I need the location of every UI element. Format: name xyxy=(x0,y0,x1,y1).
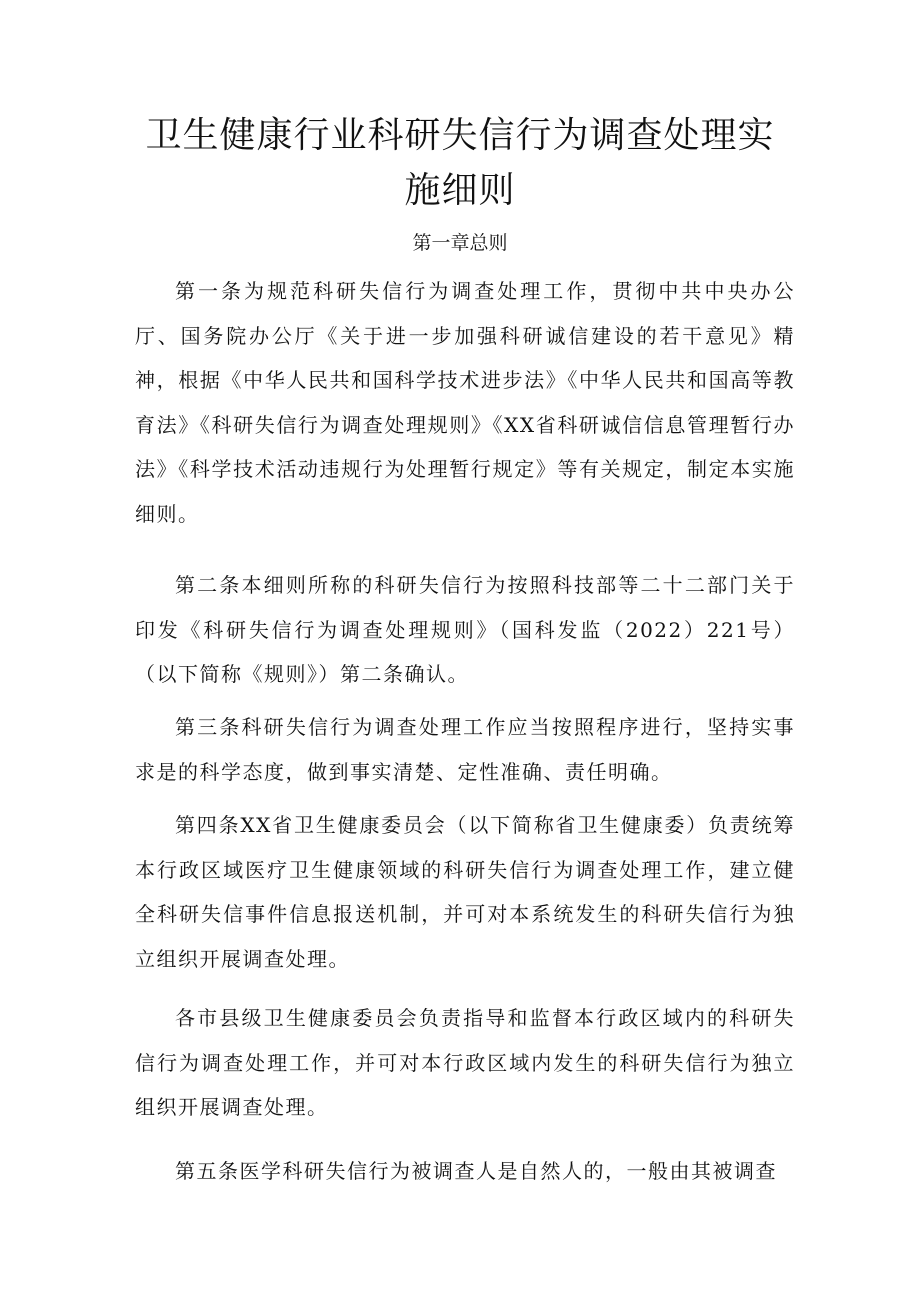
paragraph-article-4: 第四条XX省卫生健康委员会（以下简称省卫生健康委）负责统筹本行政区域医疗卫生健康领域的科研失信行为调查处理工作，建立健全科研失信事件信息报送机制，并可对本系统发生的科研失信行为独立组织开展调查处理。 xyxy=(135,813,795,971)
paragraph-article-1: 第一条为规范科研失信行为调查处理工作，贯彻中共中央办公厅、国务院办公厅《关于进一步加强科研诚信建设的若干意见》精神，根据《中华人民共和国科学技术进步法》《中华人民共和国高等教育法》《科研失信行为调查处理规则》《XX省科研诚信信息管理暂行办法》《科学技术活动违规行为处理暂行规定》等有关规定，制定本实施细则。 xyxy=(135,279,795,526)
paragraph-article-3: 第三条科研失信行为调查处理工作应当按照程序进行，坚持实事求是的科学态度，做到事实清楚、定性准确、责任明确。 xyxy=(135,715,795,784)
document-title: 卫生健康行业科研失信行为调查处理实施细则 xyxy=(145,115,775,211)
paragraph-article-5: 第五条医学科研失信行为被调查人是自然人的，一般由其被调查 xyxy=(175,1159,777,1183)
paragraph-article-2: 第二条本细则所称的科研失信行为按照科技部等二十二部门关于印发《科研失信行为调查处理规则》（国科发监（2022）221号）（以下简称《规则》）第二条确认。 xyxy=(135,573,795,687)
paragraph-article-4-continued: 各市县级卫生健康委员会负责指导和监督本行政区域内的科研失信行为调查处理工作，并可对本行政区域内发生的科研失信行为独立组织开展调查处理。 xyxy=(135,1006,795,1120)
chapter-heading: 第一章总则 xyxy=(412,232,508,254)
